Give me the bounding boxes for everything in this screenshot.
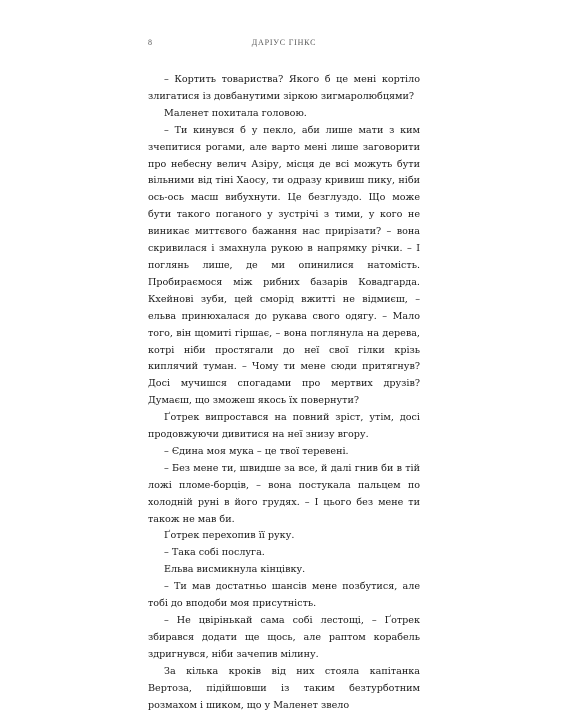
paragraph: – Не цвірінькай сама собі лестощі, – Ґотрек збирався додати ще щось, але раптом корабель здригнувся, ніби зачепив мілину. xyxy=(148,615,420,660)
paragraph: – Кортить товариства? Якого б це мені кортіло злигатися із довбанутими зіркою зигмаролюбцями? xyxy=(148,74,420,102)
paragraph: За кілька кроків від них стояла капітанка Вертоза, підійшовши із таким безтурботним розмахом і шиком, що у Маленет звело xyxy=(148,665,420,711)
running-title: ДАРІУС ГІНКС xyxy=(251,38,317,47)
running-header xyxy=(148,38,420,52)
paragraph: – Єдина моя мука – це твої теревені. xyxy=(164,445,349,457)
paragraph: Ґотрек випростався на повний зріст, утім, досі продовжуючи дивитися на неї знизу вгору. xyxy=(148,412,420,441)
body-text xyxy=(148,72,420,714)
paragraph: Маленет похитала головою. xyxy=(164,107,307,119)
paragraph: – Ти кинувся б у пекло, аби лише мати з ким зчепитися рогами, але варто мені лише заговорити про небесну велич Азіру, місця де всі можуть бути вільними від тіні Хаосу, ти одразу кривиш пику, ніби ось-ось масш вибухнути. Це безглуздо. Що може бути такого поганого у зустрічі з тими, у кого не виникає миттєвого бажання нас прирізати? – вона скривилася і змахнула рукою в напрямку річки. – І поглянь лише, де ми опинилися натомість. Пробираємося між рибних базарів Ковадгарда. Кхейнові зуби, цей сморід вжитті не відмиєш, – ельва принюхалася до рукава свого одягу. – Мало того, він щомиті гіршає, – вона поглянула на дерева, котрі ніби простягали до неї свої гілки крізь киплячий туман. – Чому ти мене сюди притягнув? Досі мучишся спогадами про мертвих друзів? Думаєш, що зможеш якось їх повернути? xyxy=(148,124,420,407)
paragraph: – Без мене ти, швидше за все, й далі гнив би в тій ложі пломе-борців, – вона постукала пальцем по холодній руні в його грудях. – І цього без мене ти також не мав би. xyxy=(148,462,420,525)
page-number: 8 xyxy=(148,38,153,47)
paragraph: Ґотрек перехопив її руку. xyxy=(164,530,295,542)
paragraph: Ельва висмикнула кінцівку. xyxy=(164,564,306,576)
paragraph: – Ти мав достатньо шансів мене позбутися, але тобі до вподоби моя присутність. xyxy=(148,581,420,610)
paragraph: – Така собі послуга. xyxy=(164,547,265,559)
